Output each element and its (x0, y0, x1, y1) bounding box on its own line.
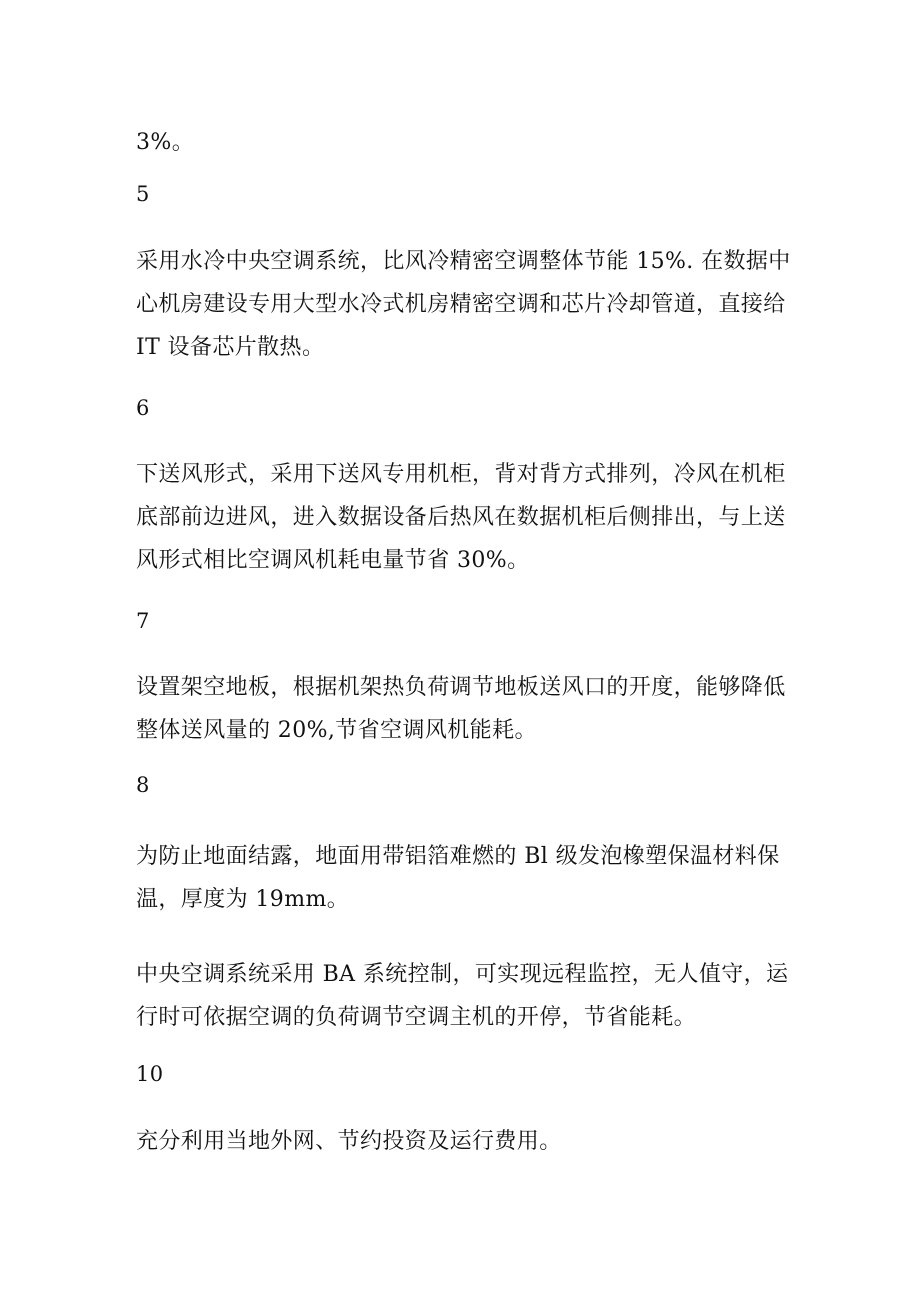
item-number: 8 (136, 773, 150, 797)
paragraph: 充分利用当地外网、节约投资及运行费用。 (136, 1129, 562, 1154)
paragraph: 采用水冷中央空调系统，比风冷精密空调整体节能 15%. 在数据中心机房建设专用大型水冷式机房精密空调和芯片冷却管道，直接给 IT 设备芯片散热。 (136, 249, 791, 360)
paragraph: 为防止地面结露，地面用带铝箔难燃的 Bl 级发泡橡塑保温材料保温，厚度为 19mm。 (136, 844, 780, 912)
item-number: 5 (136, 182, 150, 206)
paragraph: 设置架空地板，根据机架热负荷调节地板送风口的开度，能够降低整体送风量的 20%,节省空调风机能耗。 (136, 675, 786, 743)
paragraph: 中央空调系统采用 BA 系统控制，可实现远程监控，无人值守，运行时可依据空调的负荷调节空调主机的开停，节省能耗。 (136, 962, 789, 1030)
paragraph-fragment: 3%。 (136, 130, 195, 155)
paragraph: 下送风形式，采用下送风专用机柜，背对背方式排列，冷风在机柜底部前边进风，进入数据设备后热风在数据机柜后侧排出，与上送风形式相比空调风机耗电量节省 30%。 (136, 462, 786, 573)
item-number: 6 (136, 396, 150, 420)
item-number: 10 (136, 1062, 164, 1086)
item-number: 7 (136, 609, 150, 633)
